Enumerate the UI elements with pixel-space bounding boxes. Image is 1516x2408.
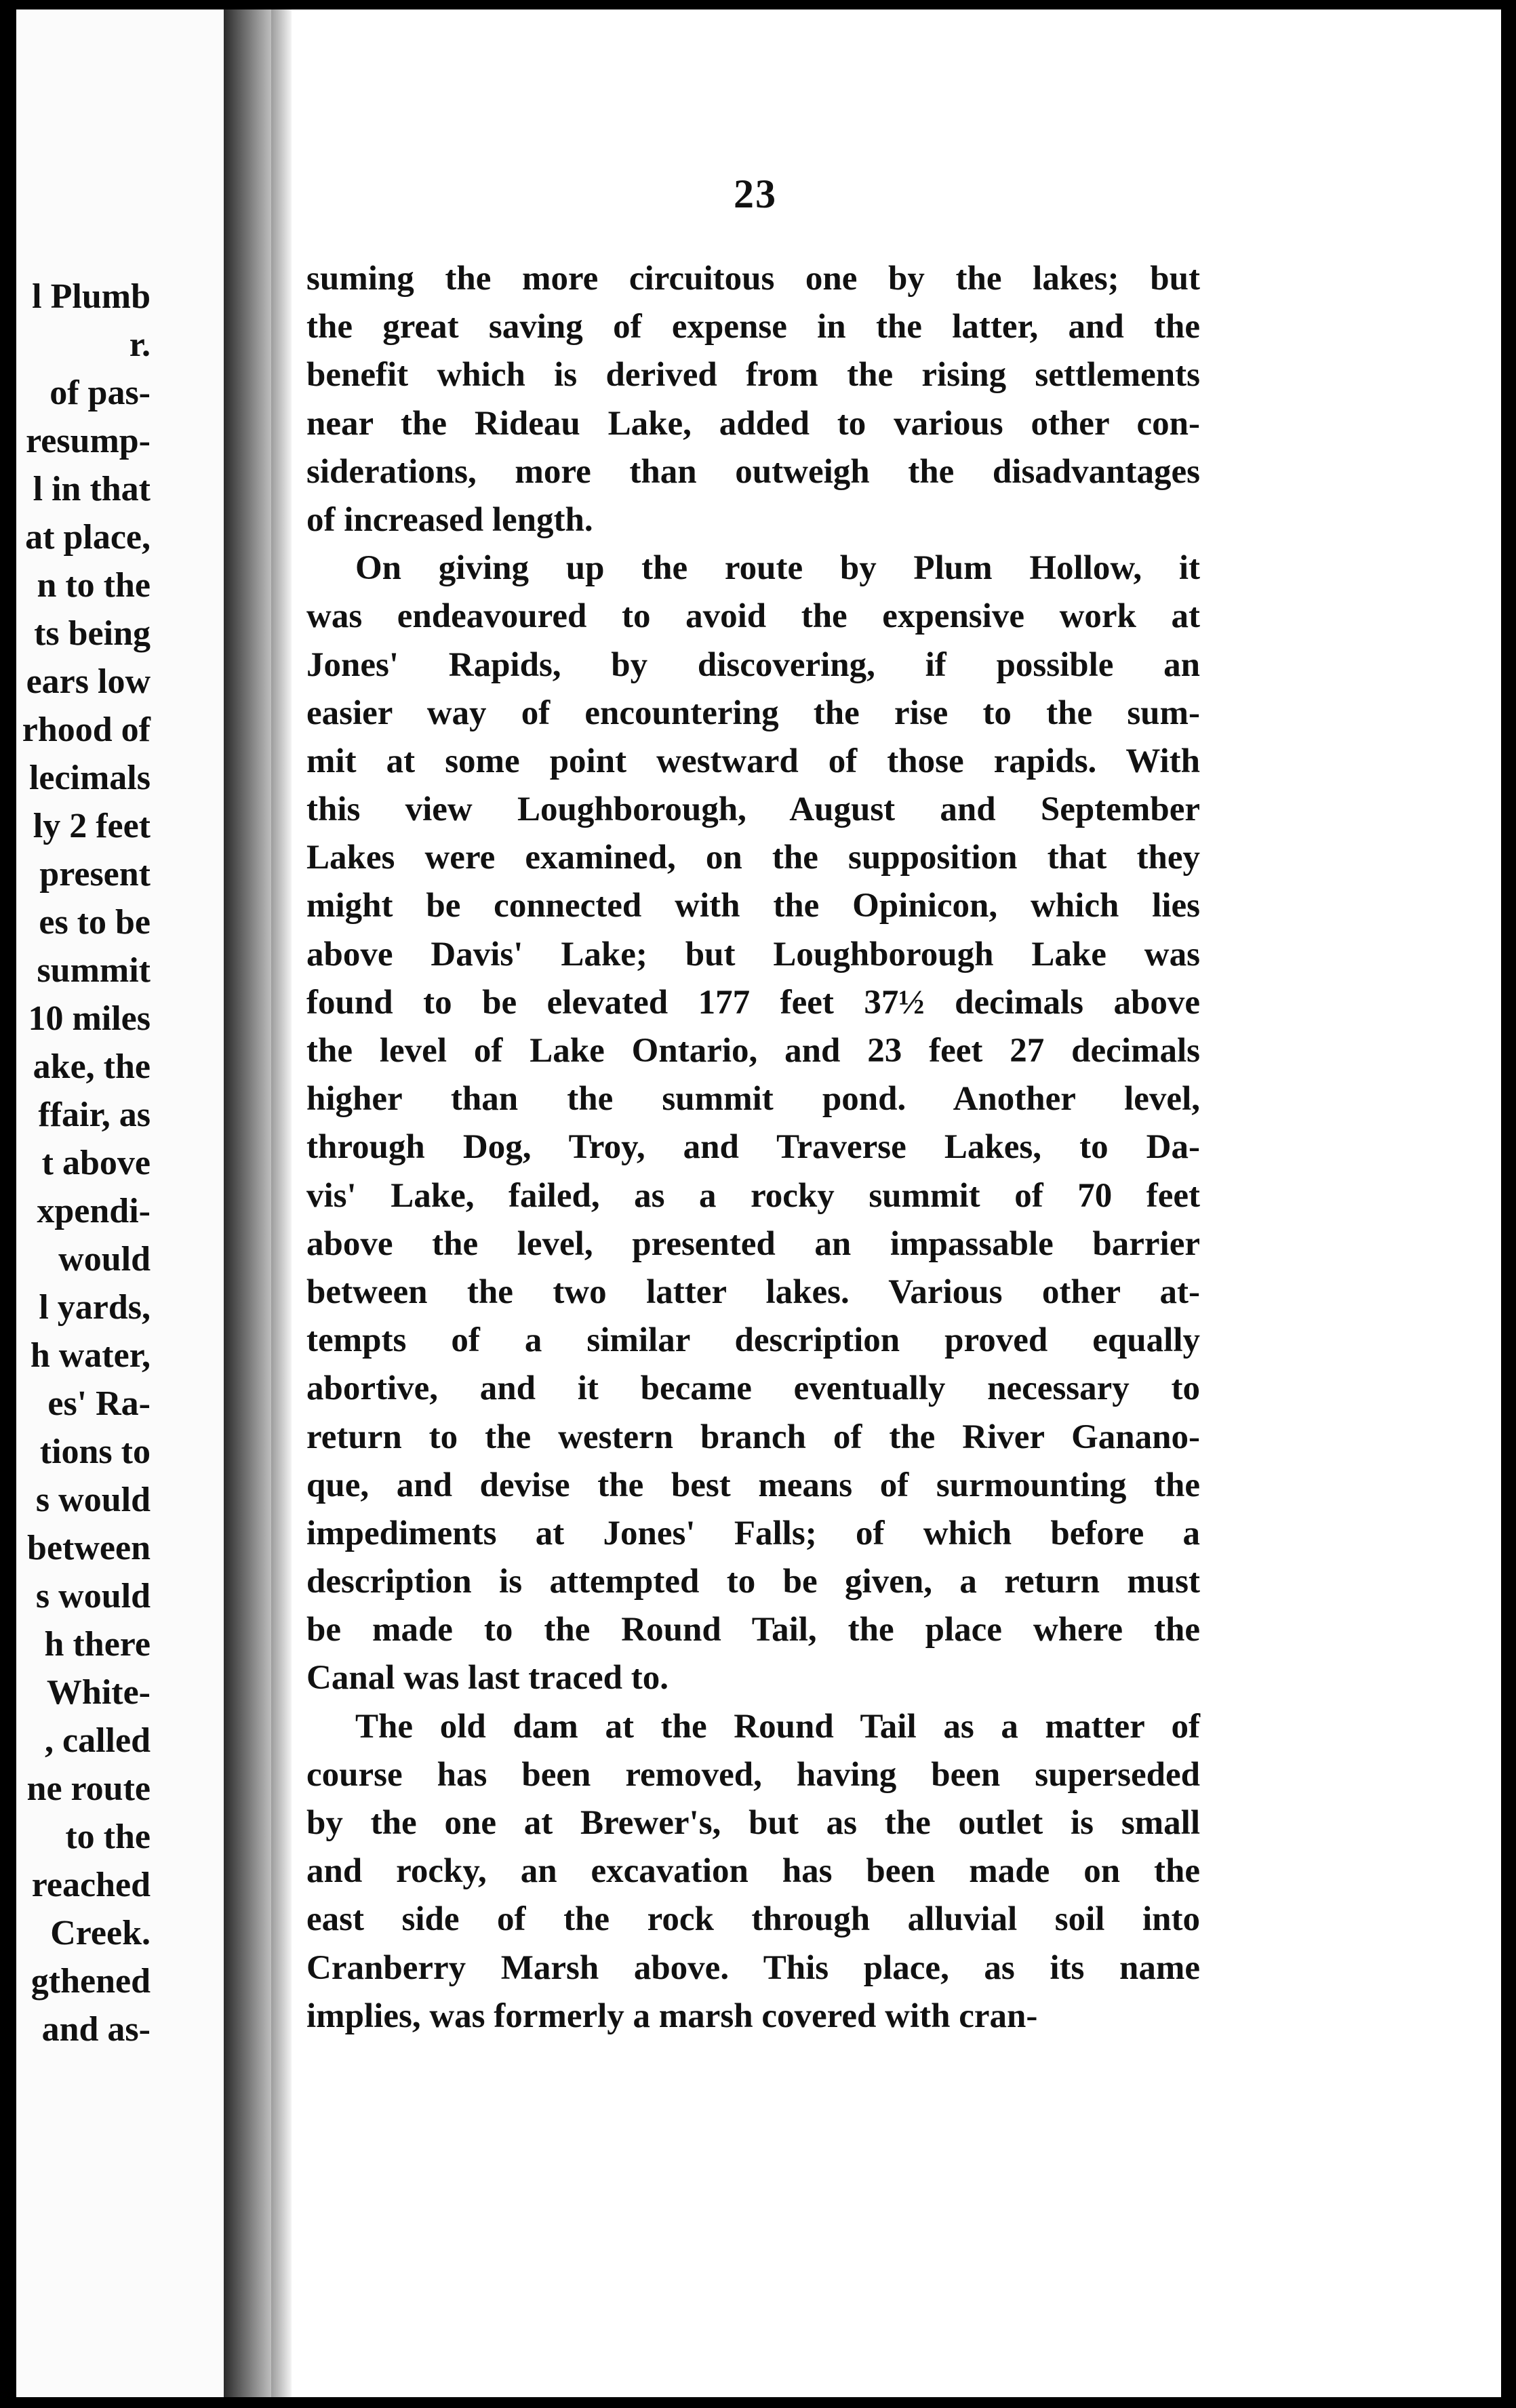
text-line: the great saving of expense in the latter, and the bbox=[306, 308, 1200, 346]
text-line: higher than the summit pond. Another level, bbox=[306, 1080, 1200, 1119]
text-line: mit at some point westward of those rapids. With bbox=[306, 742, 1200, 780]
left-page-line: White- bbox=[46, 1673, 151, 1712]
left-page-line: l in that bbox=[33, 470, 151, 508]
left-page-line: ears low bbox=[26, 662, 151, 701]
left-page-line: es to be bbox=[39, 903, 151, 942]
text-line: return to the western branch of the River Ganano- bbox=[306, 1418, 1200, 1456]
text-line: tempts of a similar description proved equally bbox=[306, 1321, 1200, 1360]
text-line: the level of Lake Ontario, and 23 feet 27 decimals bbox=[306, 1032, 1200, 1070]
left-page-line: rhood of bbox=[22, 710, 151, 749]
text-line: vis' Lake, failed, as a rocky summit of 70 feet bbox=[306, 1176, 1200, 1215]
left-page-line: lecimals bbox=[28, 759, 151, 797]
left-page-line: l yards, bbox=[39, 1288, 151, 1327]
page-number: 23 bbox=[734, 172, 777, 216]
text-line: benefit which is derived from the rising settlements bbox=[306, 356, 1200, 395]
text-line: near the Rideau Lake, added to various other con- bbox=[306, 404, 1200, 443]
left-page-line: to the bbox=[65, 1818, 151, 1856]
left-page-line: s would bbox=[35, 1481, 151, 1519]
scan-border-left bbox=[0, 0, 16, 2408]
left-page-line: l Plumb bbox=[32, 277, 151, 316]
text-line: east side of the rock through alluvial soil into bbox=[306, 1900, 1200, 1939]
paragraph bbox=[306, 255, 1200, 544]
left-page-line: reached bbox=[31, 1866, 151, 1904]
left-page-line: h there bbox=[44, 1625, 151, 1664]
left-page-line: resump- bbox=[26, 422, 151, 460]
text-line: might be connected with the Opinicon, which lies bbox=[306, 887, 1200, 925]
text-line: was endeavoured to avoid the expensive work at bbox=[306, 597, 1200, 636]
text-line: On giving up the route by Plum Hollow, it bbox=[355, 549, 1200, 588]
text-line: siderations, more than outweigh the disadvantages bbox=[306, 452, 1200, 491]
left-page-line: ffair, as bbox=[38, 1096, 151, 1134]
text-line: Cranberry Marsh above. This place, as its name bbox=[306, 1948, 1200, 1987]
left-page-text-fragments bbox=[22, 273, 151, 2053]
paragraph bbox=[306, 1703, 1200, 2041]
left-page-line: ake, the bbox=[33, 1047, 151, 1086]
left-page-line: h water, bbox=[30, 1336, 151, 1375]
text-line: and rocky, an excavation has been made on the bbox=[306, 1852, 1200, 1891]
text-line: by the one at Brewer's, but as the outlet is small bbox=[306, 1804, 1200, 1842]
text-line: Canal was last traced to. bbox=[306, 1659, 669, 1698]
text-line: this view Loughborough, August and September bbox=[306, 790, 1200, 829]
left-page-line: xpendi- bbox=[37, 1192, 151, 1230]
text-line: description is attempted to be given, a return must bbox=[306, 1563, 1200, 1601]
left-page-line: of pas- bbox=[49, 374, 151, 412]
text-line: easier way of encountering the rise to the sum- bbox=[306, 694, 1200, 732]
left-page-line: es' Ra- bbox=[47, 1384, 151, 1423]
left-page-line: 10 miles bbox=[28, 999, 151, 1038]
text-line: above Davis' Lake; but Loughborough Lake was bbox=[306, 935, 1200, 974]
text-line: through Dog, Troy, and Traverse Lakes, to Da- bbox=[306, 1128, 1200, 1167]
text-line: suming the more circuitous one by the lakes; but bbox=[306, 260, 1200, 298]
scan-border-right bbox=[1501, 0, 1516, 2408]
text-line: above the level, presented an impassable barrier bbox=[306, 1224, 1200, 1263]
text-line: que, and devise the best means of surmounting the bbox=[306, 1466, 1200, 1504]
left-page-line: and as- bbox=[41, 2010, 151, 2049]
left-page-line: would bbox=[58, 1240, 151, 1279]
left-facing-page bbox=[16, 9, 224, 2397]
left-page-line: between bbox=[27, 1529, 151, 1567]
left-page-line: at place, bbox=[25, 518, 151, 557]
left-page-line: , called bbox=[45, 1721, 151, 1760]
paragraph bbox=[306, 544, 1200, 1703]
left-page-line: r. bbox=[129, 325, 151, 364]
left-page-line: summit bbox=[37, 951, 151, 990]
left-page-line: s would bbox=[35, 1577, 151, 1616]
text-line: Jones' Rapids, by discovering, if possible an bbox=[306, 645, 1200, 684]
text-line: Lakes were examined, on the supposition that they bbox=[306, 839, 1200, 877]
left-page-line: ly 2 feet bbox=[33, 807, 151, 845]
text-line: abortive, and it became eventually necessary to bbox=[306, 1369, 1200, 1408]
text-line: The old dam at the Round Tail as a matter of bbox=[355, 1707, 1200, 1746]
scan-border-bottom bbox=[0, 2397, 1516, 2408]
text-line: found to be elevated 177 feet 37½ decimals above bbox=[306, 983, 1200, 1022]
gutter-inner-shadow bbox=[271, 9, 292, 2397]
text-line: impediments at Jones' Falls; of which before a bbox=[306, 1514, 1200, 1552]
left-page-line: t above bbox=[41, 1144, 151, 1182]
left-page-line: gthened bbox=[31, 1962, 151, 2001]
text-line: implies, was formerly a marsh covered with cran- bbox=[306, 1996, 1038, 2035]
left-page-line: ne route bbox=[26, 1769, 151, 1808]
text-line: course has been removed, having been superseded bbox=[306, 1755, 1200, 1794]
text-line: be made to the Round Tail, the place where the bbox=[306, 1611, 1200, 1649]
text-line: of increased length. bbox=[306, 500, 593, 539]
text-line: between the two latter lakes. Various other at- bbox=[306, 1272, 1200, 1311]
left-page-line: n to the bbox=[37, 566, 151, 605]
left-page-line: tions to bbox=[39, 1432, 151, 1471]
scan-border-top bbox=[0, 0, 1516, 9]
left-page-line: Creek. bbox=[50, 1914, 151, 1952]
body-text bbox=[306, 255, 1200, 2041]
left-page-line: ts being bbox=[34, 614, 151, 653]
left-page-line: present bbox=[39, 855, 151, 894]
